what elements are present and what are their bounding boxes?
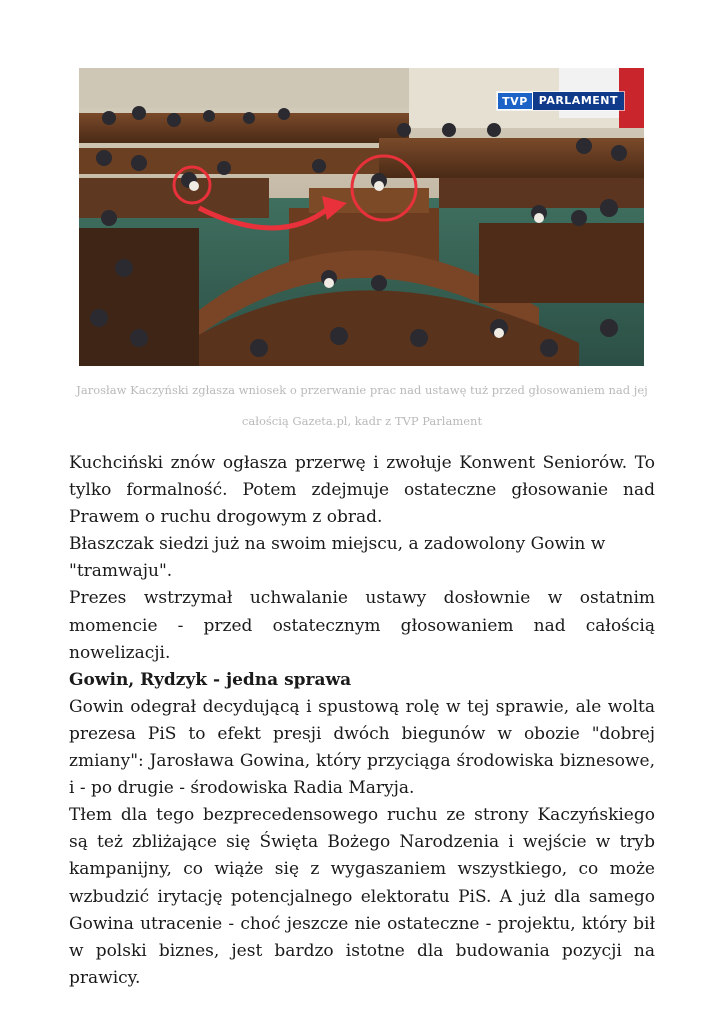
photo-caption [60,375,664,437]
parliament-photo [79,68,644,366]
caption-line-1: Jarosław Kaczyński zgłasza wniosek o przerwanie prac nad ustawę tuż przed głosowaniem nad jej [76,383,648,397]
paragraph-4: Gowin odegrał decydującą i spustową rolę w tej sprawie, ale wolta prezesa PiS to efekt presji dwóch biegunów w obozie "dobrej zmiany": Jarosława Gowina, który przyciąga środowiska biznesowe, i - po drugie - środowiska Radia Maryja. [69,696,655,799]
parliament-photo-illustration [79,68,644,366]
article-body [69,450,655,992]
paragraph-5: Tłem dla tego bezprecedensowego ruchu ze strony Kaczyńskiego są też zbliżające się Święta Bożego Narodzenia i wejście w tryb kampanijny, co wiąże się z wygaszaniem wszystkiego, co może wzbudzić irytację potencjalnego elektoratu PiS. A już dla samego Gowina utracenie - choć jeszcze nie ostateczne - projektu, który bił w polski biznes, jest bardzo istotne dla budowania pozycji na prawicy. [69,805,655,988]
section-heading: Gowin, Rydzyk - jedna sprawa [69,669,352,690]
paragraph-2: Błaszczak siedzi już na swoim miejscu, a zadowolony Gowin w "tramwaju". [69,534,606,582]
tvp-logo-text: TVP [497,92,533,110]
parlament-logo-text: PARLAMENT [533,92,624,110]
tvp-parlament-logo [497,92,624,110]
paragraph-3: Prezes wstrzymał uchwalanie ustawy dosłownie w ostatnim momencie - przed ostatecznym głosowaniem nad całością nowelizacji. [69,588,655,663]
paragraph-1: Kuchciński znów ogłasza przerwę i zwołuje Konwent Seniorów. To tylko formalność. Potem zdejmuje ostateczne głosowanie nad Prawem o ruchu drogowym z obrad. [69,453,655,528]
caption-line-2: całością Gazeta.pl, kadr z TVP Parlament [241,414,483,428]
